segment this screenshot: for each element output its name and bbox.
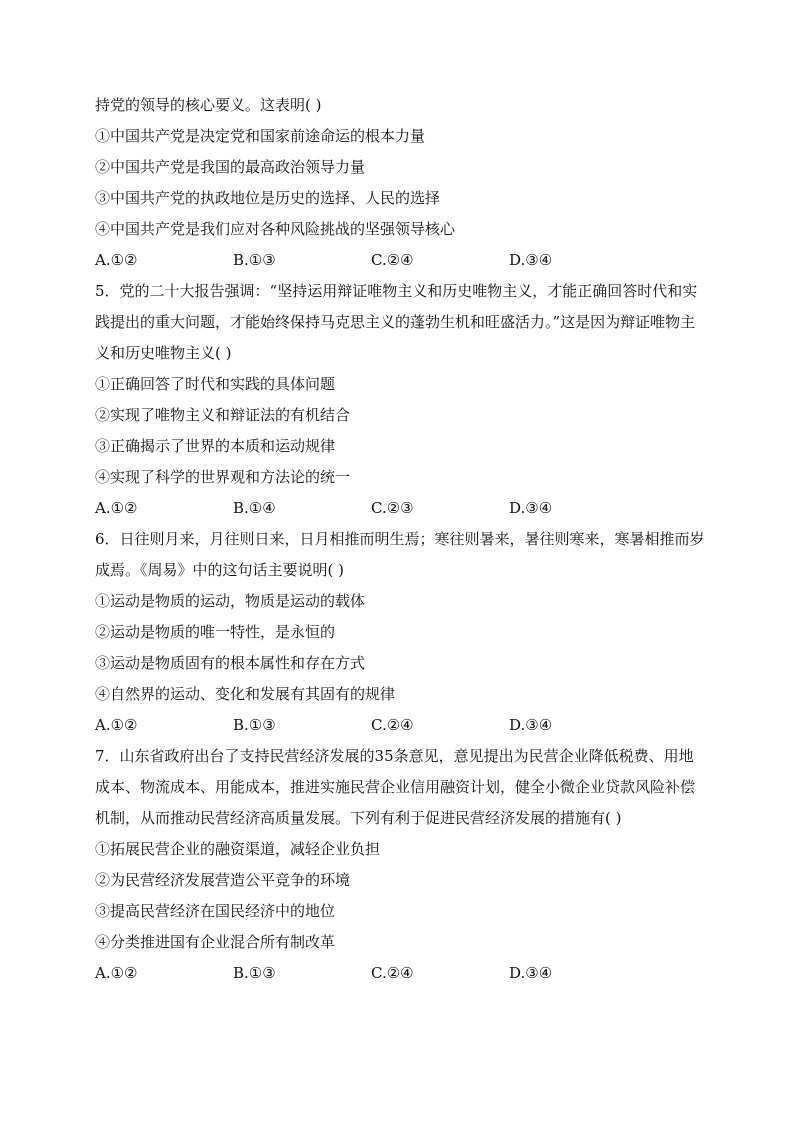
option-b[interactable]: B.①④	[233, 499, 276, 517]
question-6-statement-4: ④自然界的运动、变化和发展有其固有的规律	[95, 685, 396, 703]
option-a[interactable]: A.①②	[95, 251, 138, 269]
question-5-statement-3: ③正确揭示了世界的本质和运动规律	[95, 437, 336, 455]
option-d[interactable]: D.③④	[509, 499, 553, 517]
question-7-statement-4: ④分类推进国有企业混合所有制改革	[95, 933, 336, 951]
question-7	[95, 741, 705, 989]
option-c[interactable]: C.②③	[371, 499, 414, 517]
question-7-statement-1: ①拓展民营企业的融资渠道，减轻企业负担	[95, 840, 381, 858]
option-b[interactable]: B.①③	[233, 251, 276, 269]
question-4-stem: 持党的领导的核心要义。这表明( )	[95, 96, 322, 114]
question-list	[95, 90, 705, 989]
question-4	[95, 90, 705, 276]
question-6-statement-1: ①运动是物质的运动，物质是运动的载体	[95, 592, 366, 610]
question-4-options	[95, 245, 705, 276]
question-5-statement-4: ④实现了科学的世界观和方法论的统一	[95, 468, 351, 486]
question-5-stem: 5．党的二十大报告强调：“坚持运用辩证唯物主义和历史唯物主义，才能正确回答时代和实践提出的重大问题，才能始终保持马克思主义的蓬勃生机和旺盛活力。”这是因为辩证唯物主义和历史唯物主义( )	[95, 282, 698, 362]
question-6-statement-2: ②运动是物质的唯一特性，是永恒的	[95, 623, 336, 641]
question-7-stem: 7．山东省政府出台了支持民营经济发展的35条意见，意见提出为民营企业降低税费、用地成本、物流成本、用能成本，推进实施民营企业信用融资计划，健全小微企业贷款风险补偿机制，从而推动民营经济高质量发展。下列有利于促进民营经济发展的措施有( )	[95, 747, 696, 827]
option-b[interactable]: B.①③	[233, 964, 276, 982]
option-a[interactable]: A.①②	[95, 964, 138, 982]
question-7-statement-2: ②为民营经济发展营造公平竞争的环境	[95, 871, 351, 889]
option-c[interactable]: C.②④	[371, 251, 414, 269]
option-a[interactable]: A.①②	[95, 499, 138, 517]
question-5	[95, 276, 705, 524]
question-7-statement-3: ③提高民营经济在国民经济中的地位	[95, 902, 336, 920]
option-a[interactable]: A.①②	[95, 716, 138, 734]
option-d[interactable]: D.③④	[509, 716, 553, 734]
question-4-statement-4: ④中国共产党是我们应对各种风险挑战的坚强领导核心	[95, 220, 456, 238]
question-5-statement-2: ②实现了唯物主义和辩证法的有机结合	[95, 406, 351, 424]
question-7-options	[95, 958, 705, 989]
question-6	[95, 524, 705, 741]
question-6-statement-3: ③运动是物质固有的根本属性和存在方式	[95, 654, 366, 672]
question-5-statement-1: ①正确回答了时代和实践的具体问题	[95, 375, 336, 393]
question-5-options	[95, 493, 705, 524]
option-b[interactable]: B.①③	[233, 716, 276, 734]
question-6-stem: 6．日往则月来，月往则日来，日月相推而明生焉；寒往则暑来，暑往则寒来，寒暑相推而岁成焉。《周易》中的这句话主要说明( )	[95, 530, 705, 579]
option-d[interactable]: D.③④	[509, 251, 553, 269]
option-c[interactable]: C.②④	[371, 716, 414, 734]
question-4-statement-3: ③中国共产党的执政地位是历史的选择、人民的选择	[95, 189, 441, 207]
question-4-statement-2: ②中国共产党是我国的最高政治领导力量	[95, 158, 366, 176]
question-6-options	[95, 710, 705, 741]
option-d[interactable]: D.③④	[509, 964, 553, 982]
question-4-statement-1: ①中国共产党是决定党和国家前途命运的根本力量	[95, 127, 426, 145]
option-c[interactable]: C.②④	[371, 964, 414, 982]
